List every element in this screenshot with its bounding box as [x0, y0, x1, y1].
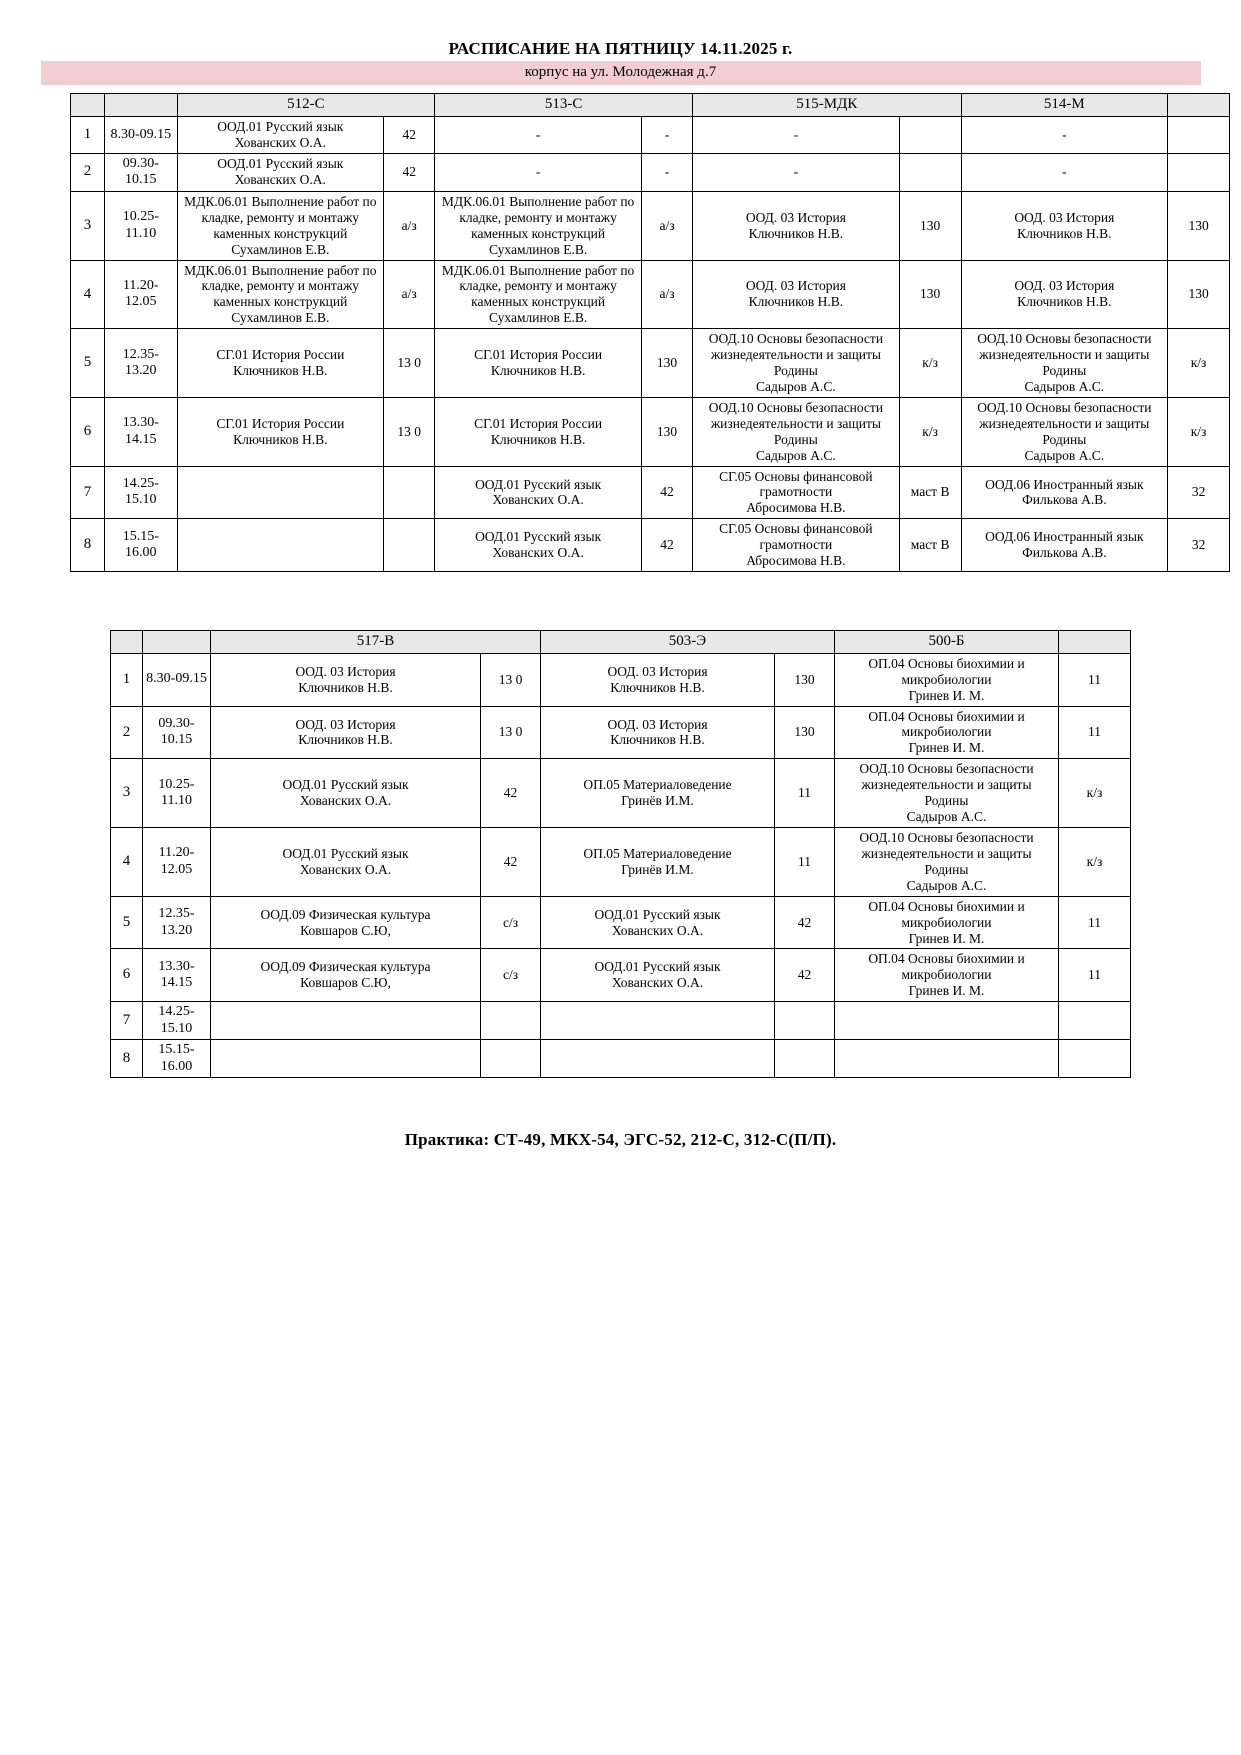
room-cell: маст В: [899, 519, 961, 572]
room-cell: 13 0: [481, 706, 541, 759]
group-header-503-e: 503-Э: [541, 631, 835, 654]
header-blank-time: [105, 94, 177, 117]
room-cell: 13 0: [481, 653, 541, 706]
room-cell: 130: [641, 329, 692, 398]
header-blank-time: [143, 631, 211, 654]
lesson-cell: МДК.06.01 Выполнение работ по кладке, ремонту и монтажу каменных конструкций Сухамлинов Е.В.: [435, 191, 642, 260]
room-cell: к/з: [1168, 397, 1230, 466]
lesson-cell: ООД.01 Русский язык Хованских О.А.: [541, 949, 775, 1002]
lesson-number: 3: [111, 759, 143, 828]
lesson-cell: СГ.05 Основы финансовой грамотности Абросимова Н.В.: [693, 466, 900, 519]
lesson-time: 09.30-10.15: [105, 153, 177, 191]
lesson-cell: ООД.01 Русский язык Хованских О.А.: [435, 519, 642, 572]
header-blank-room-514-m: [1168, 94, 1230, 117]
lesson-cell: СГ.01 История России Ключников Н.В.: [177, 329, 384, 398]
lesson-cell: -: [693, 153, 900, 191]
lesson-cell: ООД. 03 История Ключников Н.В.: [211, 653, 481, 706]
lesson-time: 15.15-16.00: [143, 1040, 211, 1078]
lesson-cell: -: [961, 116, 1168, 153]
room-cell: 42: [384, 153, 435, 191]
header-blank-num: [71, 94, 105, 117]
room-cell: а/з: [384, 191, 435, 260]
lesson-cell: ООД. 03 История Ключников Н.В.: [961, 260, 1168, 329]
room-cell: 42: [641, 466, 692, 519]
lesson-cell: [177, 519, 384, 572]
room-cell: к/з: [1059, 759, 1131, 828]
lesson-cell: ООД.06 Иностранный язык Филькова А.В.: [961, 519, 1168, 572]
room-cell: [1059, 1002, 1131, 1040]
room-cell: [384, 466, 435, 519]
lesson-cell: ООД. 03 История Ключников Н.В.: [961, 191, 1168, 260]
lesson-cell: СГ.01 История России Ключников Н.В.: [435, 397, 642, 466]
lesson-time: 14.25-15.10: [105, 466, 177, 519]
room-cell: с/з: [481, 949, 541, 1002]
table-row: [111, 1040, 1131, 1078]
lesson-number: 1: [71, 116, 105, 153]
room-cell: 11: [1059, 949, 1131, 1002]
room-cell: 130: [899, 260, 961, 329]
lesson-cell: ООД.01 Русский язык Хованских О.А.: [177, 153, 384, 191]
table-row: [71, 397, 1230, 466]
group-header-517-v: 517-В: [211, 631, 541, 654]
lesson-cell: ООД.01 Русский язык Хованских О.А.: [177, 116, 384, 153]
lesson-cell: ОП.05 Материаловедение Гринёв И.М.: [541, 759, 775, 828]
room-cell: [775, 1040, 835, 1078]
table-row: [71, 153, 1230, 191]
lesson-cell: [835, 1040, 1059, 1078]
room-cell: 32: [1168, 466, 1230, 519]
lesson-cell: ООД.06 Иностранный язык Филькова А.В.: [961, 466, 1168, 519]
lesson-number: 2: [111, 706, 143, 759]
lesson-cell: ООД.01 Русский язык Хованских О.А.: [211, 828, 481, 897]
lesson-cell: СГ.05 Основы финансовой грамотности Абросимова Н.В.: [693, 519, 900, 572]
lesson-cell: [211, 1002, 481, 1040]
lesson-number: 8: [71, 519, 105, 572]
practice-note: Практика: СТ-49, МКХ-54, ЭГС-52, 212-С, 312-С(П/П).: [404, 1130, 837, 1150]
lesson-cell: ООД. 03 История Ключников Н.В.: [541, 653, 775, 706]
lesson-cell: МДК.06.01 Выполнение работ по кладке, ремонту и монтажу каменных конструкций Сухамлинов Е.В.: [177, 191, 384, 260]
room-cell: 42: [384, 116, 435, 153]
lesson-cell: ОП.05 Материаловедение Гринёв И.М.: [541, 828, 775, 897]
room-cell: 11: [1059, 653, 1131, 706]
room-cell: 130: [1168, 260, 1230, 329]
room-cell: а/з: [384, 260, 435, 329]
room-cell: [899, 116, 961, 153]
table-row: [71, 191, 1230, 260]
lesson-time: 11.20-12.05: [143, 828, 211, 897]
room-cell: маст В: [899, 466, 961, 519]
lesson-cell: МДК.06.01 Выполнение работ по кладке, ремонту и монтажу каменных конструкций Сухамлинов Е.В.: [435, 260, 642, 329]
table-row: [71, 466, 1230, 519]
group-header-514-m: 514-М: [961, 94, 1168, 117]
lesson-time: 12.35-13.20: [143, 896, 211, 949]
lesson-number: 7: [111, 1002, 143, 1040]
lesson-cell: ООД.09 Физическая культура Ковшаров С.Ю,: [211, 949, 481, 1002]
lesson-time: 09.30-10.15: [143, 706, 211, 759]
table-row: [71, 329, 1230, 398]
lesson-cell: [177, 466, 384, 519]
table-row: [111, 949, 1131, 1002]
table-row: [111, 828, 1131, 897]
room-cell: а/з: [641, 260, 692, 329]
lesson-cell: [541, 1002, 775, 1040]
table-row: [71, 116, 1230, 153]
table-row: [111, 706, 1131, 759]
lesson-cell: ОП.04 Основы биохимии и микробиологии Гринев И. М.: [835, 706, 1059, 759]
page-title: РАСПИСАНИЕ НА ПЯТНИЦУ 14.11.2025 г.: [448, 39, 793, 58]
lesson-number: 6: [71, 397, 105, 466]
room-cell: [899, 153, 961, 191]
lesson-cell: [541, 1040, 775, 1078]
room-cell: -: [641, 153, 692, 191]
lesson-cell: ООД.09 Физическая культура Ковшаров С.Ю,: [211, 896, 481, 949]
lesson-time: 10.25-11.10: [143, 759, 211, 828]
lesson-number: 1: [111, 653, 143, 706]
lesson-cell: ООД.01 Русский язык Хованских О.А.: [211, 759, 481, 828]
room-cell: [481, 1040, 541, 1078]
lesson-cell: ООД.10 Основы безопасности жизнедеятельности и защиты Родины Садыров А.С.: [961, 397, 1168, 466]
table-row: [71, 260, 1230, 329]
lesson-time: 13.30-14.15: [143, 949, 211, 1002]
room-cell: 42: [775, 896, 835, 949]
lesson-number: 5: [71, 329, 105, 398]
lesson-number: 8: [111, 1040, 143, 1078]
lesson-time: 15.15-16.00: [105, 519, 177, 572]
room-cell: [384, 519, 435, 572]
lesson-cell: СГ.01 История России Ключников Н.В.: [177, 397, 384, 466]
table-row: [111, 653, 1131, 706]
lesson-cell: ООД.10 Основы безопасности жизнедеятельности и защиты Родины Садыров А.С.: [835, 828, 1059, 897]
lesson-cell: ООД. 03 История Ключников Н.В.: [211, 706, 481, 759]
lesson-time: 12.35-13.20: [105, 329, 177, 398]
lesson-cell: ООД. 03 История Ключников Н.В.: [541, 706, 775, 759]
lesson-number: 4: [71, 260, 105, 329]
room-cell: к/з: [899, 329, 961, 398]
lesson-time: 8.30-09.15: [105, 116, 177, 153]
lesson-number: 2: [71, 153, 105, 191]
lesson-cell: -: [693, 116, 900, 153]
lesson-number: 7: [71, 466, 105, 519]
room-cell: [1168, 153, 1230, 191]
room-cell: [481, 1002, 541, 1040]
room-cell: 11: [775, 828, 835, 897]
room-cell: 130: [899, 191, 961, 260]
header-blank-num: [111, 631, 143, 654]
room-cell: 130: [641, 397, 692, 466]
room-cell: 11: [1059, 896, 1131, 949]
room-cell: -: [641, 116, 692, 153]
lesson-cell: ООД.01 Русский язык Хованских О.А.: [541, 896, 775, 949]
lesson-cell: ООД. 03 История Ключников Н.В.: [693, 191, 900, 260]
table-row: [71, 519, 1230, 572]
lesson-cell: ОП.04 Основы биохимии и микробиологии Гринев И. М.: [835, 896, 1059, 949]
room-cell: к/з: [1059, 828, 1131, 897]
table-row: [111, 896, 1131, 949]
room-cell: 130: [775, 653, 835, 706]
room-cell: к/з: [899, 397, 961, 466]
lesson-number: 5: [111, 896, 143, 949]
lesson-cell: ООД.10 Основы безопасности жизнедеятельности и защиты Родины Садыров А.С.: [693, 397, 900, 466]
room-cell: 42: [775, 949, 835, 1002]
lesson-number: 4: [111, 828, 143, 897]
room-cell: 13 0: [384, 329, 435, 398]
lesson-number: 3: [71, 191, 105, 260]
lesson-time: 11.20-12.05: [105, 260, 177, 329]
header-blank-room-500-b: [1059, 631, 1131, 654]
lesson-cell: ООД.10 Основы безопасности жизнедеятельности и защиты Родины Садыров А.С.: [835, 759, 1059, 828]
lesson-cell: ООД.10 Основы безопасности жизнедеятельности и защиты Родины Садыров А.С.: [693, 329, 900, 398]
room-cell: 11: [775, 759, 835, 828]
lesson-cell: ОП.04 Основы биохимии и микробиологии Гринев И. М.: [835, 653, 1059, 706]
room-cell: 13 0: [384, 397, 435, 466]
lesson-cell: -: [435, 116, 642, 153]
room-cell: а/з: [641, 191, 692, 260]
lesson-cell: ООД. 03 История Ключников Н.В.: [693, 260, 900, 329]
table-header-row: [111, 631, 1131, 654]
lesson-time: 8.30-09.15: [143, 653, 211, 706]
lesson-cell: СГ.01 История России Ключников Н.В.: [435, 329, 642, 398]
title-block: [40, 38, 1201, 59]
room-cell: 11: [1059, 706, 1131, 759]
lesson-cell: ОП.04 Основы биохимии и микробиологии Гринев И. М.: [835, 949, 1059, 1002]
room-cell: 32: [1168, 519, 1230, 572]
lesson-cell: ООД.01 Русский язык Хованских О.А.: [435, 466, 642, 519]
room-cell: [775, 1002, 835, 1040]
lesson-cell: [835, 1002, 1059, 1040]
lesson-cell: -: [435, 153, 642, 191]
lesson-time: 13.30-14.15: [105, 397, 177, 466]
lesson-cell: -: [961, 153, 1168, 191]
table-header-row: [71, 94, 1230, 117]
room-cell: 42: [481, 828, 541, 897]
room-cell: 42: [481, 759, 541, 828]
table-row: [111, 1002, 1131, 1040]
group-header-515-mdk: 515-МДК: [693, 94, 961, 117]
schedule-table-2: [110, 630, 1131, 1078]
room-cell: 42: [641, 519, 692, 572]
lesson-cell: ООД.10 Основы безопасности жизнедеятельности и защиты Родины Садыров А.С.: [961, 329, 1168, 398]
lesson-time: 10.25-11.10: [105, 191, 177, 260]
room-cell: к/з: [1168, 329, 1230, 398]
room-cell: [1168, 116, 1230, 153]
lesson-cell: [211, 1040, 481, 1078]
lesson-number: 6: [111, 949, 143, 1002]
building-subtitle: корпус на ул. Молодежная д.7: [41, 61, 1201, 85]
room-cell: [1059, 1040, 1131, 1078]
group-header-512-s: 512-С: [177, 94, 435, 117]
room-cell: 130: [1168, 191, 1230, 260]
room-cell: с/з: [481, 896, 541, 949]
lesson-cell: МДК.06.01 Выполнение работ по кладке, ремонту и монтажу каменных конструкций Сухамлинов Е.В.: [177, 260, 384, 329]
lesson-time: 14.25-15.10: [143, 1002, 211, 1040]
group-header-513-s: 513-С: [435, 94, 693, 117]
room-cell: 130: [775, 706, 835, 759]
group-header-500-b: 500-Б: [835, 631, 1059, 654]
table-row: [111, 759, 1131, 828]
schedule-table-1: [70, 93, 1230, 572]
